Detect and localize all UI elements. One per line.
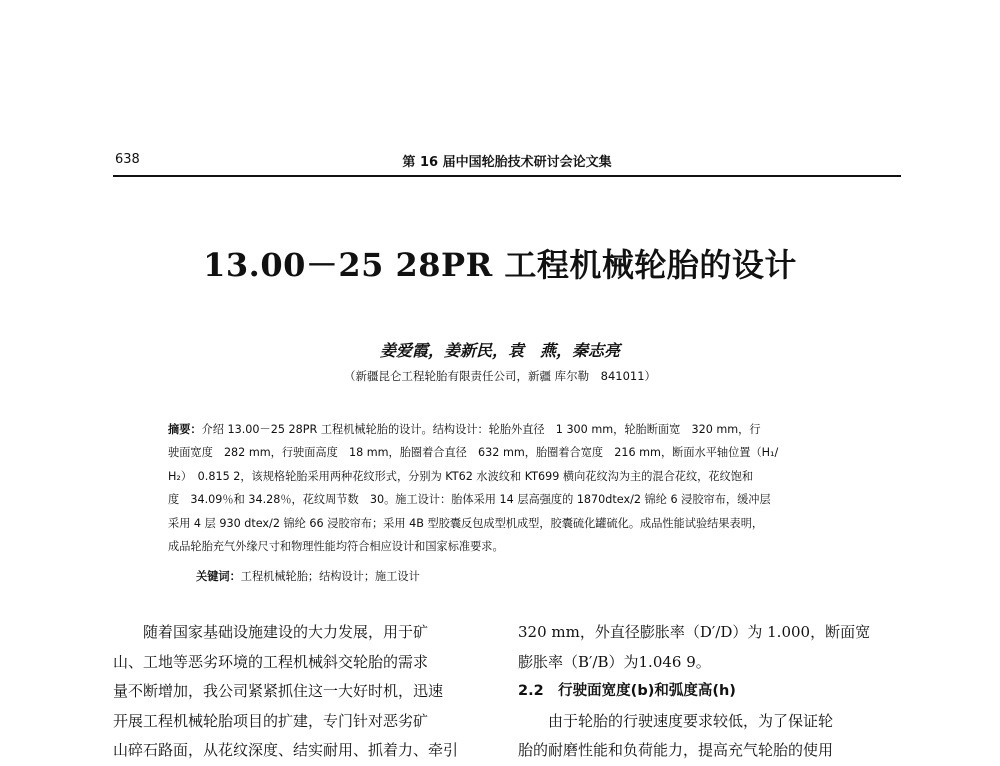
abstract-line: 度 34.09％和 34.28％，花纹周节数 30。施工设计：胎体采用 14 层高强度的 1870dtex/2 锦纶 6 浸胶帘布，缓冲层 [168, 493, 771, 507]
body-column-right [518, 618, 898, 766]
body-column-left [113, 618, 493, 766]
body-line: 胎的耐磨性能和负荷能力，提高充气轮胎的使用 [518, 741, 834, 759]
keywords [196, 568, 420, 584]
abstract-line: H₂） 0.815 2，该规格轮胎采用两种花纹形式，分别为 KT62 水波纹和 KT699 横向花纹沟为主的混合花纹，花纹饱和 [168, 469, 754, 483]
abstract-line: 采用 4 层 930 dtex/2 锦纶 66 浸胶帘布；采用 4B 型胶囊反包成型机成型，胶囊硫化罐硫化。成品性能试验结果表明， [168, 516, 764, 530]
authors: 姜爱霞，姜新民，袁 燕，秦志亮 [379, 341, 620, 360]
abstract-label: 摘要： [168, 423, 202, 436]
running-title: 第 16 届中国轮胎技术研讨会论文集 [402, 155, 612, 170]
abstract-line: 成品轮胎充气外缘尺寸和物理性能均符合相应设计和国家标准要求。 [168, 540, 504, 554]
body-line: 量不断增加，我公司紧紧抓住这一大好时机，迅速 [113, 682, 444, 700]
abstract-line [168, 418, 848, 441]
body-line: 开展工程机械轮胎项目的扩建，专门针对恶劣矿 [113, 711, 429, 730]
paper-title: 13.00－25 28PR 工程机械轮胎的设计 [203, 246, 797, 284]
abstract-line: 驶面宽度 282 mm，行驶面高度 18 mm，胎圈着合直径 632 mm，胎圈着合宽度 216 mm，断面水平轴位置（H₁/ [168, 446, 779, 460]
body-line: 膨胀率（B′/B）为1.046 9。 [518, 652, 711, 671]
body-line: 由于轮胎的行驶速度要求较低，为了保证轮 [548, 711, 834, 730]
affiliation: （新疆昆仑工程轮胎有限责任公司，新疆 库尔勒 841011） [343, 369, 657, 383]
page-number: 638 [115, 152, 140, 167]
keywords-label: 关键词： [196, 570, 241, 583]
body-line: 山碎石路面，从花纹深度、结实耐用、抓着力、牵引 [113, 741, 459, 759]
abstract-text: 介绍 13.00－25 28PR 工程机械轮胎的设计。结构设计：轮胎外直径 1 300 mm，轮胎断面宽 320 mm，行 [201, 423, 761, 436]
running-header [113, 148, 901, 174]
body-line: 山、工地等恶劣环境的工程机械斜交轮胎的需求 [113, 652, 429, 671]
section-heading: 2.2 行驶面宽度(b)和弧度高(h) [518, 683, 736, 699]
body-line: 随着国家基础设施建设的大力发展，用于矿 [143, 623, 429, 641]
body-line: 320 mm，外直径膨胀率（D′/D）为 1.000，断面宽 [518, 623, 871, 641]
keywords-text: 工程机械轮胎；结构设计；施工设计 [240, 570, 420, 583]
abstract [168, 418, 848, 558]
header-rule [113, 175, 901, 177]
